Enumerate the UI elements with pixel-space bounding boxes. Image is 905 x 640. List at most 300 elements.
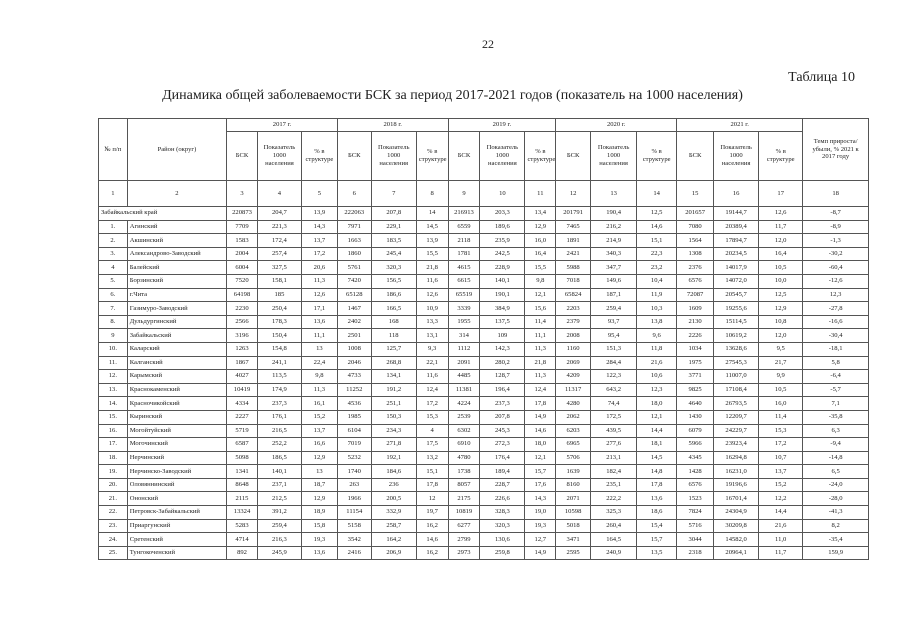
value-cell: 5716 xyxy=(677,519,714,533)
value-cell: 320,3 xyxy=(480,519,525,533)
value-cell: 10819 xyxy=(448,506,480,520)
value-cell: 6203 xyxy=(556,424,591,438)
value-cell: 164,5 xyxy=(591,533,637,547)
row-number: 1. xyxy=(99,220,128,234)
value-cell: 14,9 xyxy=(525,546,556,560)
value-cell: 1781 xyxy=(448,247,480,261)
value-cell: 226,6 xyxy=(480,492,525,506)
value-cell: 1985 xyxy=(337,410,371,424)
value-cell: 192,1 xyxy=(371,451,416,465)
value-cell: 228,9 xyxy=(480,261,525,275)
header-sub-2-1: Показатель 1000 населения xyxy=(480,132,525,181)
value-cell: 14,5 xyxy=(637,451,677,465)
value-cell: 2062 xyxy=(556,410,591,424)
value-cell: 7019 xyxy=(337,438,371,452)
value-cell: 189,6 xyxy=(480,220,525,234)
value-cell: 5158 xyxy=(337,519,371,533)
value-cell: 2004 xyxy=(227,247,258,261)
value-cell: 4615 xyxy=(448,261,480,275)
value-cell: -35,8 xyxy=(803,410,869,424)
region-name: Оловяннинский xyxy=(127,478,226,492)
value-cell: 151,3 xyxy=(591,342,637,356)
region-name: Ононский xyxy=(127,492,226,506)
value-cell: 14,3 xyxy=(301,220,337,234)
value-cell: 1160 xyxy=(556,342,591,356)
value-cell: 2118 xyxy=(448,234,480,248)
row-number: 20. xyxy=(99,478,128,492)
value-cell: 11,4 xyxy=(759,410,803,424)
value-cell: 178,3 xyxy=(257,315,301,329)
value-cell: 134,1 xyxy=(371,370,416,384)
value-cell: 203,3 xyxy=(480,207,525,221)
value-cell: 10,9 xyxy=(416,302,448,316)
value-cell: 19,0 xyxy=(525,506,556,520)
region-name: Калганский xyxy=(127,356,226,370)
value-cell: 272,3 xyxy=(480,438,525,452)
value-cell: 19,7 xyxy=(416,506,448,520)
value-cell: 10,6 xyxy=(637,370,677,384)
value-cell: 235,1 xyxy=(591,478,637,492)
value-cell: 2115 xyxy=(227,492,258,506)
value-cell: 214,9 xyxy=(591,234,637,248)
value-cell: 125,7 xyxy=(371,342,416,356)
value-cell: 3471 xyxy=(556,533,591,547)
value-cell: 2046 xyxy=(337,356,371,370)
table-row xyxy=(99,478,869,492)
value-cell: 65128 xyxy=(337,288,371,302)
value-cell: -14,8 xyxy=(803,451,869,465)
value-cell: 17,8 xyxy=(525,397,556,411)
header-sub-1-0: БСК xyxy=(337,132,371,181)
value-cell: 164,2 xyxy=(371,533,416,547)
value-cell: 15114,5 xyxy=(714,315,759,329)
value-cell: 19196,6 xyxy=(714,478,759,492)
value-cell: 12,0 xyxy=(759,329,803,343)
value-cell: 122,3 xyxy=(591,370,637,384)
value-cell: 1341 xyxy=(227,465,258,479)
value-cell: 13,6 xyxy=(301,546,337,560)
header-sub-4-2: % в структуре xyxy=(759,132,803,181)
column-number: 4 xyxy=(257,181,301,207)
value-cell: 65824 xyxy=(556,288,591,302)
value-cell: 216,3 xyxy=(257,533,301,547)
value-cell: 4209 xyxy=(556,370,591,384)
value-cell: 257,4 xyxy=(257,247,301,261)
value-cell: 16,6 xyxy=(301,438,337,452)
value-cell: 2421 xyxy=(556,247,591,261)
value-cell: 183,5 xyxy=(371,234,416,248)
value-cell: 74,4 xyxy=(591,397,637,411)
value-cell: 250,4 xyxy=(257,302,301,316)
row-number: 7. xyxy=(99,302,128,316)
value-cell: 137,5 xyxy=(480,315,525,329)
value-cell: 176,1 xyxy=(257,410,301,424)
value-cell: 21,8 xyxy=(525,356,556,370)
value-cell: 200,5 xyxy=(371,492,416,506)
value-cell: 241,1 xyxy=(257,356,301,370)
value-cell: 12,1 xyxy=(637,410,677,424)
value-cell: 1308 xyxy=(677,247,714,261)
value-cell: 12 xyxy=(416,492,448,506)
value-cell: 14,3 xyxy=(525,492,556,506)
value-cell: 271,8 xyxy=(371,438,416,452)
value-cell: 2566 xyxy=(227,315,258,329)
value-cell: 14,6 xyxy=(637,220,677,234)
value-cell: 6,3 xyxy=(803,424,869,438)
value-cell: -30,2 xyxy=(803,247,869,261)
value-cell: 16,4 xyxy=(525,247,556,261)
value-cell: 11252 xyxy=(337,383,371,397)
value-cell: 16,4 xyxy=(759,247,803,261)
value-cell: 184,6 xyxy=(371,465,416,479)
value-cell: 15,2 xyxy=(759,478,803,492)
value-cell: 2501 xyxy=(337,329,371,343)
value-cell: 19255,6 xyxy=(714,302,759,316)
value-cell: 222063 xyxy=(337,207,371,221)
value-cell: 22,3 xyxy=(637,247,677,261)
value-cell: 140,1 xyxy=(257,465,301,479)
value-cell: 4485 xyxy=(448,370,480,384)
value-cell: 245,3 xyxy=(480,424,525,438)
header-sub-4-1: Показатель 1000 населения xyxy=(714,132,759,181)
column-number: 6 xyxy=(337,181,371,207)
value-cell: 13,1 xyxy=(416,329,448,343)
value-cell: 2402 xyxy=(337,315,371,329)
region-name: Забайкальский край xyxy=(99,207,128,221)
value-cell: 439,5 xyxy=(591,424,637,438)
header-sub-3-2: % в структуре xyxy=(637,132,677,181)
value-cell: 16,1 xyxy=(301,397,337,411)
row-number: 21. xyxy=(99,492,128,506)
table-header xyxy=(99,119,869,207)
header-growth: Темп прироста/ убыли, % 2021 к 2017 году xyxy=(803,119,869,181)
column-number: 8 xyxy=(416,181,448,207)
value-cell: 2595 xyxy=(556,546,591,560)
value-cell: 18,6 xyxy=(637,506,677,520)
value-cell: -12,6 xyxy=(803,274,869,288)
value-cell: 12,9 xyxy=(525,220,556,234)
value-cell: 3771 xyxy=(677,370,714,384)
row-number: 12. xyxy=(99,370,128,384)
value-cell: 13,7 xyxy=(759,465,803,479)
value-cell: 347,7 xyxy=(591,261,637,275)
value-cell: 4733 xyxy=(337,370,371,384)
header-region: Район (округ) xyxy=(127,119,226,181)
value-cell: 7520 xyxy=(227,274,258,288)
value-cell: 11,0 xyxy=(759,533,803,547)
value-cell: 10,5 xyxy=(759,261,803,275)
value-cell: 128,7 xyxy=(480,370,525,384)
value-cell: 15,3 xyxy=(759,424,803,438)
value-cell: 64198 xyxy=(227,288,258,302)
header-no: № п/п xyxy=(99,119,128,181)
value-cell: 182,4 xyxy=(591,465,637,479)
value-cell: 21,6 xyxy=(637,356,677,370)
value-cell: -16,6 xyxy=(803,315,869,329)
value-cell: 212,5 xyxy=(257,492,301,506)
value-cell: 11154 xyxy=(337,506,371,520)
value-cell: 2318 xyxy=(677,546,714,560)
table-row xyxy=(99,329,869,343)
value-cell: 9,9 xyxy=(759,370,803,384)
value-cell: -1,3 xyxy=(803,234,869,248)
value-cell: 22,1 xyxy=(416,356,448,370)
value-cell: 252,2 xyxy=(257,438,301,452)
value-cell: 1263 xyxy=(227,342,258,356)
value-cell: 16,2 xyxy=(416,546,448,560)
value-cell: -9,4 xyxy=(803,438,869,452)
value-cell: 643,2 xyxy=(591,383,637,397)
column-number: 18 xyxy=(803,181,869,207)
value-cell: 12,5 xyxy=(759,288,803,302)
value-cell: 20234,5 xyxy=(714,247,759,261)
value-cell: 150,3 xyxy=(371,410,416,424)
value-cell: 16,0 xyxy=(525,234,556,248)
value-cell: 1034 xyxy=(677,342,714,356)
value-cell: 13,6 xyxy=(637,492,677,506)
value-cell: 14,5 xyxy=(416,220,448,234)
value-cell: 12,1 xyxy=(525,451,556,465)
value-cell: 19144,7 xyxy=(714,207,759,221)
value-cell: 8648 xyxy=(227,478,258,492)
table-row xyxy=(99,410,869,424)
value-cell: 384,9 xyxy=(480,302,525,316)
value-cell: 14,8 xyxy=(637,465,677,479)
value-cell: 18,1 xyxy=(637,438,677,452)
region-name: Агинский xyxy=(127,220,226,234)
value-cell: 17,2 xyxy=(416,397,448,411)
value-cell: 5283 xyxy=(227,519,258,533)
header-sub-2-0: БСК xyxy=(448,132,480,181)
value-cell: 327,5 xyxy=(257,261,301,275)
value-cell: 204,7 xyxy=(257,207,301,221)
column-number: 17 xyxy=(759,181,803,207)
value-cell: 13,2 xyxy=(416,451,448,465)
column-number: 1 xyxy=(99,181,128,207)
column-number-row xyxy=(99,181,869,207)
value-cell: 196,4 xyxy=(480,383,525,397)
value-cell: 1860 xyxy=(337,247,371,261)
value-cell: 1891 xyxy=(556,234,591,248)
value-cell: 15,5 xyxy=(525,261,556,275)
value-cell: 16701,4 xyxy=(714,492,759,506)
value-cell: 10,8 xyxy=(759,315,803,329)
value-cell: 7,1 xyxy=(803,397,869,411)
value-cell: 220873 xyxy=(227,207,258,221)
value-cell: 5706 xyxy=(556,451,591,465)
value-cell: 21,8 xyxy=(416,261,448,275)
table-label: Таблица 10 xyxy=(788,70,855,85)
header-sub-2-2: % в структуре xyxy=(525,132,556,181)
value-cell: 18,0 xyxy=(525,438,556,452)
value-cell: 13,9 xyxy=(301,207,337,221)
value-cell: 11381 xyxy=(448,383,480,397)
table-row xyxy=(99,438,869,452)
value-cell: 15,5 xyxy=(416,247,448,261)
table-row xyxy=(99,424,869,438)
value-cell: 1564 xyxy=(677,234,714,248)
value-cell: 10419 xyxy=(227,383,258,397)
value-cell: 187,1 xyxy=(591,288,637,302)
value-cell: 17,8 xyxy=(416,478,448,492)
value-cell: 6910 xyxy=(448,438,480,452)
value-cell: 13,4 xyxy=(525,207,556,221)
value-cell: 4345 xyxy=(677,451,714,465)
value-cell: 11,3 xyxy=(301,274,337,288)
value-cell: 12,3 xyxy=(637,383,677,397)
value-cell: 320,3 xyxy=(371,261,416,275)
value-cell: 206,9 xyxy=(371,546,416,560)
value-cell: 13 xyxy=(301,342,337,356)
value-cell: 2175 xyxy=(448,492,480,506)
value-cell: 4224 xyxy=(448,397,480,411)
value-cell: 7420 xyxy=(337,274,371,288)
value-cell: 20964,1 xyxy=(714,546,759,560)
value-cell: 1609 xyxy=(677,302,714,316)
table-row xyxy=(99,234,869,248)
value-cell: 13,3 xyxy=(416,315,448,329)
value-cell: 229,1 xyxy=(371,220,416,234)
document-title: Динамика общей заболеваемости БСК за период 2017-2021 годов (показатель на 1000 населения) xyxy=(162,88,743,103)
value-cell: 12,9 xyxy=(301,451,337,465)
value-cell: 17,2 xyxy=(759,438,803,452)
value-cell: 1583 xyxy=(227,234,258,248)
value-cell: 186,6 xyxy=(371,288,416,302)
region-name: Дульдургинский xyxy=(127,315,226,329)
value-cell: 258,7 xyxy=(371,519,416,533)
column-number: 12 xyxy=(556,181,591,207)
value-cell: 245,9 xyxy=(257,546,301,560)
value-cell: 240,9 xyxy=(591,546,637,560)
value-cell: 4780 xyxy=(448,451,480,465)
column-number: 14 xyxy=(637,181,677,207)
value-cell: 12,6 xyxy=(301,288,337,302)
header-year-0: 2017 г. xyxy=(227,119,338,132)
value-cell: 13 xyxy=(301,465,337,479)
value-cell: 13,7 xyxy=(301,234,337,248)
value-cell: 12,9 xyxy=(301,492,337,506)
value-cell: 22,4 xyxy=(301,356,337,370)
value-cell: 16,2 xyxy=(416,519,448,533)
column-number: 3 xyxy=(227,181,258,207)
value-cell: 1430 xyxy=(677,410,714,424)
value-cell: 6302 xyxy=(448,424,480,438)
morbidity-table xyxy=(98,118,869,560)
value-cell: 332,9 xyxy=(371,506,416,520)
value-cell: 93,7 xyxy=(591,315,637,329)
value-cell: -24,0 xyxy=(803,478,869,492)
value-cell: 10,0 xyxy=(759,274,803,288)
value-cell: 11,7 xyxy=(759,546,803,560)
header-sub-3-1: Показатель 1000 населения xyxy=(591,132,637,181)
header-year-1: 2018 г. xyxy=(337,119,448,132)
value-cell: 20,6 xyxy=(301,261,337,275)
value-cell: 4334 xyxy=(227,397,258,411)
value-cell: 130,6 xyxy=(480,533,525,547)
row-number: 11. xyxy=(99,356,128,370)
value-cell: 5719 xyxy=(227,424,258,438)
region-name: Борзинский xyxy=(127,274,226,288)
value-cell: -30,4 xyxy=(803,329,869,343)
value-cell: 16294,8 xyxy=(714,451,759,465)
value-cell: 6587 xyxy=(227,438,258,452)
value-cell: 6,5 xyxy=(803,465,869,479)
value-cell: 14,4 xyxy=(637,424,677,438)
value-cell: 11,7 xyxy=(759,220,803,234)
value-cell: 12,6 xyxy=(759,207,803,221)
region-name: Нерчинский xyxy=(127,451,226,465)
row-number: 3. xyxy=(99,247,128,261)
value-cell: 3196 xyxy=(227,329,258,343)
value-cell: 16,0 xyxy=(759,397,803,411)
value-cell: 118 xyxy=(371,329,416,343)
value-cell: 391,2 xyxy=(257,506,301,520)
row-number: 13. xyxy=(99,383,128,397)
row-number: 19. xyxy=(99,465,128,479)
value-cell: 3044 xyxy=(677,533,714,547)
value-cell: 237,3 xyxy=(480,397,525,411)
value-cell: 2226 xyxy=(677,329,714,343)
value-cell: 189,4 xyxy=(480,465,525,479)
value-cell: 17894,7 xyxy=(714,234,759,248)
value-cell: 12,4 xyxy=(416,383,448,397)
value-cell: 14,4 xyxy=(759,506,803,520)
value-cell: 24304,9 xyxy=(714,506,759,520)
row-number: 6. xyxy=(99,288,128,302)
value-cell: 7018 xyxy=(556,274,591,288)
value-cell: -8,9 xyxy=(803,220,869,234)
table-row xyxy=(99,519,869,533)
row-number: 10. xyxy=(99,342,128,356)
value-cell: 18,7 xyxy=(301,478,337,492)
value-cell: 15,3 xyxy=(416,410,448,424)
value-cell: 14072,0 xyxy=(714,274,759,288)
value-cell: 166,5 xyxy=(371,302,416,316)
value-cell: 216913 xyxy=(448,207,480,221)
value-cell: 2091 xyxy=(448,356,480,370)
value-cell: 7824 xyxy=(677,506,714,520)
value-cell: -5,7 xyxy=(803,383,869,397)
value-cell: 13,7 xyxy=(301,424,337,438)
value-cell: 277,6 xyxy=(591,438,637,452)
value-cell: 5966 xyxy=(677,438,714,452)
value-cell: 1639 xyxy=(556,465,591,479)
value-cell: 15,2 xyxy=(301,410,337,424)
value-cell: 10,5 xyxy=(759,383,803,397)
value-cell: 10,7 xyxy=(759,451,803,465)
table-row xyxy=(99,302,869,316)
table-row xyxy=(99,274,869,288)
value-cell: -41,3 xyxy=(803,506,869,520)
row-number: 24. xyxy=(99,533,128,547)
value-cell: 2008 xyxy=(556,329,591,343)
header-sub-4-0: БСК xyxy=(677,132,714,181)
column-number: 11 xyxy=(525,181,556,207)
value-cell: 222,2 xyxy=(591,492,637,506)
value-cell: 245,4 xyxy=(371,247,416,261)
value-cell: 280,2 xyxy=(480,356,525,370)
value-cell: 3339 xyxy=(448,302,480,316)
table-row xyxy=(99,342,869,356)
value-cell: 6576 xyxy=(677,274,714,288)
value-cell: -60,4 xyxy=(803,261,869,275)
value-cell: 268,8 xyxy=(371,356,416,370)
value-cell: 190,4 xyxy=(591,207,637,221)
value-cell: 17108,4 xyxy=(714,383,759,397)
header-year-2: 2019 г. xyxy=(448,119,556,132)
value-cell: 18,9 xyxy=(301,506,337,520)
value-cell: 13,8 xyxy=(637,315,677,329)
